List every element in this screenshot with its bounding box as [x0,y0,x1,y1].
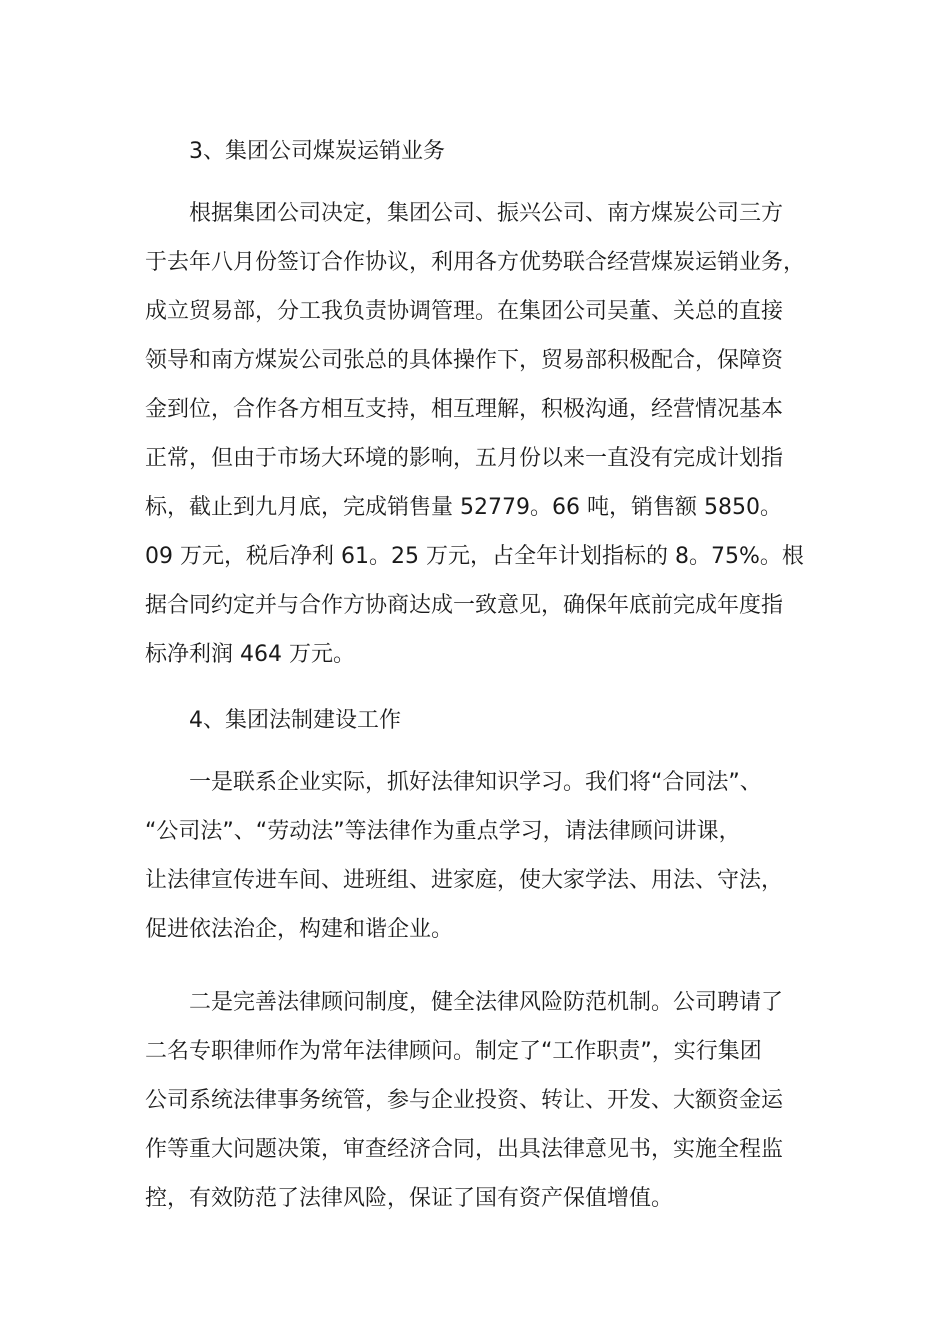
text-line: 09 万元，税后净利 61。25 万元，占全年计划指标的 8。75%。根 [145,544,804,569]
text-line: 让法律宣传进车间、进班组、进家庭，使大家学法、用法、守法， [145,868,784,893]
text-line: 一是联系企业实际，抓好法律知识学习。我们将“合同法”、 [189,770,762,795]
section-3-heading: 3、集团公司煤炭运销业务 [189,139,445,164]
text-line: 成立贸易部，分工我负责协调管理。在集团公司吴董、关总的直接 [145,299,784,324]
text-line: “公司法”、“劳动法”等法律作为重点学习，请法律顾问讲课， [145,819,741,844]
text-line: 二是完善法律顾问制度，健全法律风险防范机制。公司聘请了 [189,990,784,1015]
text-line: 据合同约定并与合作方协商达成一致意见，确保年底前完成年度指 [145,593,784,618]
text-line: 公司系统法律事务统管，参与企业投资、转让、开发、大额资金运 [145,1088,784,1113]
section-4-paragraph-2 [145,978,807,1223]
text-line: 标，截止到九月底，完成销售量 52779。66 吨，销售额 5850。 [145,495,782,520]
text-line: 促进依法治企，构建和谐企业。 [145,917,454,942]
text-line: 领导和南方煤炭公司张总的具体操作下，贸易部积极配合，保障资 [145,348,784,373]
text-line: 作等重大问题决策，审查经济合同，出具法律意见书，实施全程监 [145,1137,784,1162]
text-line: 二名专职律师作为常年法律顾问。制定了“工作职责”，实行集团 [145,1039,762,1064]
text-line: 标净利润 464 万元。 [145,642,355,667]
text-line: 于去年八月份签订合作协议，利用各方优势联合经营煤炭运销业务， [145,250,806,275]
text-line: 控，有效防范了法律风险，保证了国有资产保值增值。 [145,1186,674,1211]
section-4-paragraph-1 [145,758,807,954]
text-line: 金到位，合作各方相互支持，相互理解，积极沟通，经营情况基本 [145,397,784,422]
section-4-heading: 4、集团法制建设工作 [189,708,401,733]
text-line: 根据集团公司决定，集团公司、振兴公司、南方煤炭公司三方 [189,201,784,226]
section-3-paragraph [145,189,807,679]
text-line: 正常，但由于市场大环境的影响，五月份以来一直没有完成计划指 [145,446,784,471]
